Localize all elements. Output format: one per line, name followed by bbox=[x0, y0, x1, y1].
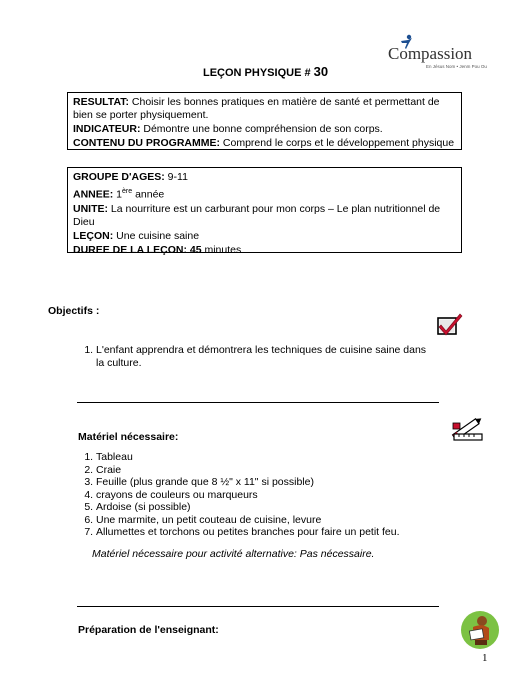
lesson-title bbox=[203, 64, 328, 79]
annee-row bbox=[73, 185, 456, 202]
lesson-title-text: LEÇON PHYSIQUE # bbox=[203, 67, 314, 79]
indicateur-row bbox=[73, 123, 456, 136]
duree-number: 45 bbox=[186, 243, 202, 256]
page-number: 1 bbox=[482, 652, 488, 664]
materiel-note: Matériel nécessaire pour activité alternative: Pas nécessaire. bbox=[92, 548, 375, 560]
groupe-label: GROUPE D'AGES: bbox=[73, 171, 165, 183]
materiel-item-1: 1. Tableau bbox=[96, 451, 476, 464]
materiel-item-7: 7. Allumettes et torchons ou petites branches pour faire un petit feu. bbox=[96, 526, 476, 539]
resultat-label: RESULTAT: bbox=[73, 96, 129, 108]
unite-label: UNITE: bbox=[73, 202, 108, 215]
materiel-item-2: 2. Craie bbox=[96, 464, 476, 477]
materiel-item-4: 4. crayons de couleurs ou marqueurs bbox=[96, 489, 476, 502]
logo-tagline: En Jésus Nom • Jenm Pou Ou bbox=[426, 64, 487, 69]
lecon-label: LEÇON: bbox=[73, 229, 114, 242]
lesson-number: 30 bbox=[313, 64, 329, 79]
materiel-item-3: 3. Feuille (plus grande que 8 ½" x 11" si possible) bbox=[96, 476, 476, 489]
groupe-row bbox=[73, 171, 456, 184]
annee-number: 1 bbox=[113, 188, 123, 201]
unite-text: La nourriture est un carburant pour mon corps – Le plan nutritionnel de Dieu bbox=[73, 202, 441, 228]
pencil-ruler-icon bbox=[450, 414, 486, 444]
contenu-label: CONTENU DU PROGRAMME: bbox=[73, 137, 220, 149]
materiel-item-6: 6. Une marmite, un petit couteau de cuisine, levure bbox=[96, 514, 476, 527]
objectif-item-1: 1. L'enfant apprendra et démontrera les techniques de cuisine saine dans la culture. bbox=[96, 344, 436, 369]
duree-row bbox=[73, 244, 456, 257]
contenu-text: Comprend le corps et le développement physique bbox=[220, 137, 455, 149]
logo-wordmark: Compassion bbox=[388, 44, 473, 63]
program-box bbox=[67, 92, 462, 150]
materiel-list bbox=[70, 451, 476, 539]
annee-text: année bbox=[132, 188, 165, 201]
annee-superscript: ère bbox=[122, 188, 133, 195]
contenu-row bbox=[73, 137, 456, 150]
materiel-heading: Matériel nécessaire: bbox=[78, 431, 179, 443]
resultat-text: Choisir les bonnes pratiques en matière de santé et permettant de bien se porter physiquement. bbox=[73, 96, 440, 121]
checkbox-check-icon bbox=[436, 312, 464, 336]
annee-label: ANNEE: bbox=[73, 188, 114, 201]
teacher-reading-icon bbox=[460, 610, 500, 650]
resultat-row bbox=[73, 96, 456, 122]
objectifs-list bbox=[70, 344, 436, 369]
unite-row bbox=[73, 203, 456, 229]
indicateur-label: INDICATEUR: bbox=[73, 123, 141, 135]
divider-2 bbox=[77, 606, 439, 607]
indicateur-text: Démontre une bonne compréhension de son corps. bbox=[140, 123, 383, 135]
compassion-logo bbox=[386, 34, 487, 74]
groupe-text: 9-11 bbox=[164, 171, 188, 183]
objectifs-heading: Objectifs : bbox=[48, 305, 100, 317]
duree-label: DUREE DE LA LEÇON: bbox=[73, 243, 187, 256]
lecon-text: Une cuisine saine bbox=[113, 229, 200, 242]
lesson-info-box bbox=[67, 167, 462, 256]
materiel-item-5: 5. Ardoise (si possible) bbox=[96, 501, 476, 514]
divider-1 bbox=[77, 402, 439, 403]
preparation-heading: Préparation de l'enseignant: bbox=[78, 624, 219, 636]
duree-text: minutes bbox=[201, 243, 242, 256]
lecon-row bbox=[73, 230, 456, 243]
